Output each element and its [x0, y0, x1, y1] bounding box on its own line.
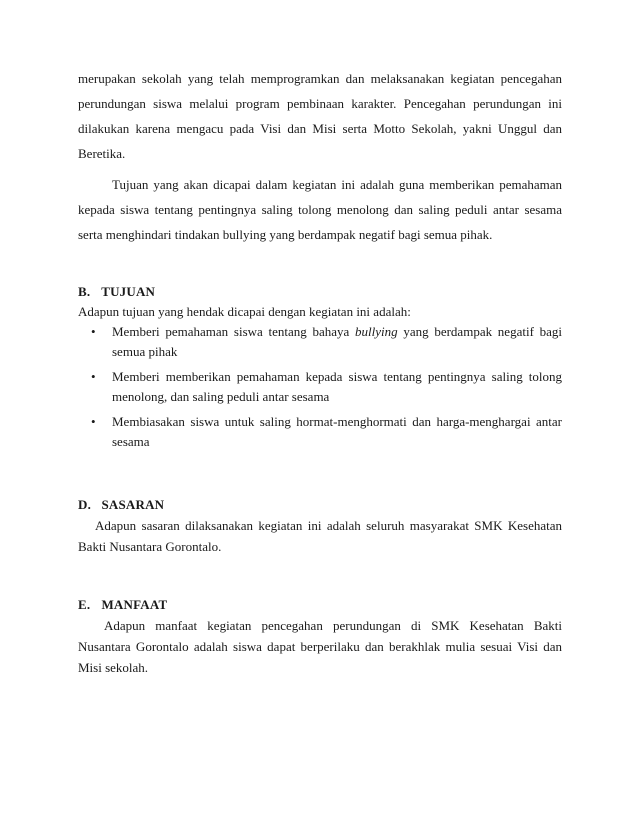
spacer	[78, 247, 562, 282]
intro-paragraph-1: merupakan sekolah yang telah memprogramkan dan melaksanakan kegiatan pencegahan perundungan siswa melalui program pembinaan karakter. Pencegahan perundungan ini dilakukan karena mengacu pada Visi dan Misi serta Motto Sekolah, yakni Unggul dan Beretika.	[78, 71, 562, 161]
list-item	[78, 322, 562, 362]
manfaat-text: Adapun manfaat kegiatan pencegahan perundungan di SMK Kesehatan Bakti Nusantara Gorontalo adalah siswa dapat berperilaku dan berakhlak mulia sesuai Visi dan Misi sekolah.	[78, 618, 562, 675]
bullet-icon: •	[91, 414, 96, 429]
section-heading-tujuan	[78, 282, 562, 302]
bullet-icon: •	[91, 369, 96, 384]
spacer	[78, 457, 562, 495]
section-heading-manfaat	[78, 595, 562, 615]
section-manfaat	[78, 595, 562, 678]
list-item-text: yang berdampak negatif bagi semua pihak	[112, 324, 562, 359]
section-title: MANFAAT	[101, 597, 168, 612]
tujuan-lead-text: Adapun tujuan yang hendak dicapai dengan kegiatan ini adalah:	[78, 304, 411, 319]
list-item	[78, 412, 562, 452]
bullet-icon: •	[91, 324, 96, 339]
list-item-text: Memberi memberikan pemahaman kepada siswa tentang pentingnya saling tolong menolong, dan saling peduli antar sesama	[112, 369, 562, 404]
section-letter: E.	[78, 597, 91, 612]
list-item-text: Memberi pemahaman siswa tentang bahaya	[112, 324, 356, 339]
list-item-emphasis: bullying	[355, 324, 398, 339]
sasaran-text: Adapun sasaran dilaksanakan kegiatan ini adalah seluruh masyarakat SMK Kesehatan Bakti Nusantara Gorontalo.	[78, 518, 562, 554]
tujuan-list	[78, 322, 562, 452]
section-letter: B.	[78, 284, 91, 299]
section-title: TUJUAN	[101, 284, 156, 299]
list-item-text: Membiasakan siswa untuk saling hormat-menghormati dan harga-menghargai antar sesama	[112, 414, 562, 449]
section-tujuan	[78, 282, 562, 452]
document-page	[78, 66, 562, 678]
list-item	[78, 367, 562, 407]
section-title: SASARAN	[101, 497, 165, 512]
section-sasaran	[78, 495, 562, 557]
intro-paragraph-2: Tujuan yang akan dicapai dalam kegiatan ini adalah guna memberikan pemahaman kepada siswa tentang pentingnya saling tolong menolong dan saling peduli antar sesama serta menghindari tindakan bullying yang berdampak negatif bagi semua pihak.	[78, 177, 562, 242]
section-letter: D.	[78, 497, 92, 512]
spacer	[78, 557, 562, 595]
section-heading-sasaran	[78, 495, 562, 515]
